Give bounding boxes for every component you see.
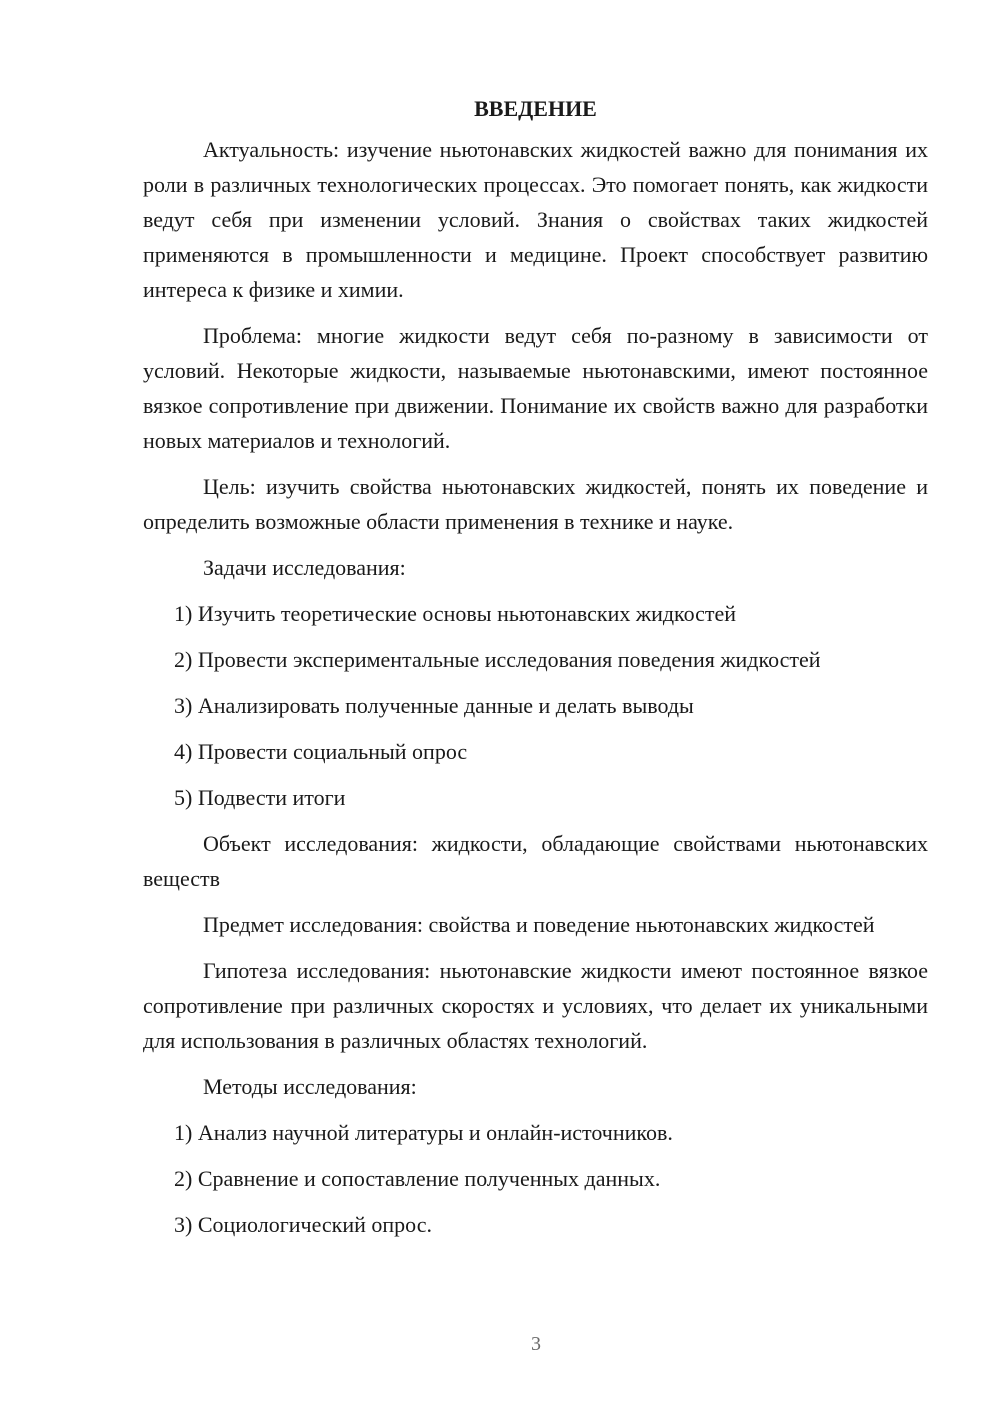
- list-item: 4) Провести социальный опрос: [174, 739, 468, 764]
- list-item: 2) Провести экспериментальные исследования поведения жидкостей: [174, 647, 821, 672]
- tasks-heading: Задачи исследования:: [203, 555, 406, 580]
- hypothesis-paragraph: Гипотеза исследования: ньютонавские жидкости имеют постоянное вязкое сопротивление при различных скоростях и условиях, что делает их уникальными для использования в различных областях технологий.: [143, 958, 928, 1053]
- list-item: 5) Подвести итоги: [174, 785, 346, 810]
- list-item: 3) Социологический опрос.: [174, 1212, 432, 1237]
- methods-heading: Методы исследования:: [203, 1074, 417, 1099]
- document-page: [143, 92, 928, 1253]
- list-item: 3) Анализировать полученные данные и делать выводы: [174, 693, 694, 718]
- subject-paragraph: Предмет исследования: свойства и поведение ньютонавских жидкостей: [203, 912, 875, 937]
- tasks-list: [143, 596, 928, 815]
- problem-paragraph: Проблема: многие жидкости ведут себя по-разному в зависимости от условий. Некоторые жидкости, называемые ньютонавскими, имеют постоянное вязкое сопротивление при движении. Понимание их свойств важно для разработки новых материалов и технологий.: [143, 323, 928, 453]
- object-paragraph: Объект исследования: жидкости, обладающие свойствами ньютонавских веществ: [143, 831, 928, 891]
- relevance-paragraph: Актуальность: изучение ньютонавских жидкостей важно для понимания их роли в различных технологических процессах. Это помогает понять, как жидкости ведут себя при изменении условий. Знания о свойствах таких жидкостей применяются в промышленности и медицине. Проект способствует развитию интереса к физике и химии.: [143, 137, 928, 302]
- page-number: 3: [531, 1333, 541, 1355]
- list-item: 1) Изучить теоретические основы ньютонавских жидкостей: [174, 601, 737, 626]
- list-item: 1) Анализ научной литературы и онлайн-источников.: [174, 1120, 673, 1145]
- list-item: 2) Сравнение и сопоставление полученных данных.: [174, 1166, 661, 1191]
- page-title: ВВЕДЕНИЕ: [474, 96, 597, 121]
- methods-list: [143, 1115, 928, 1242]
- goal-paragraph: Цель: изучить свойства ньютонавских жидкостей, понять их поведение и определить возможные области применения в технике и науке.: [143, 474, 928, 534]
